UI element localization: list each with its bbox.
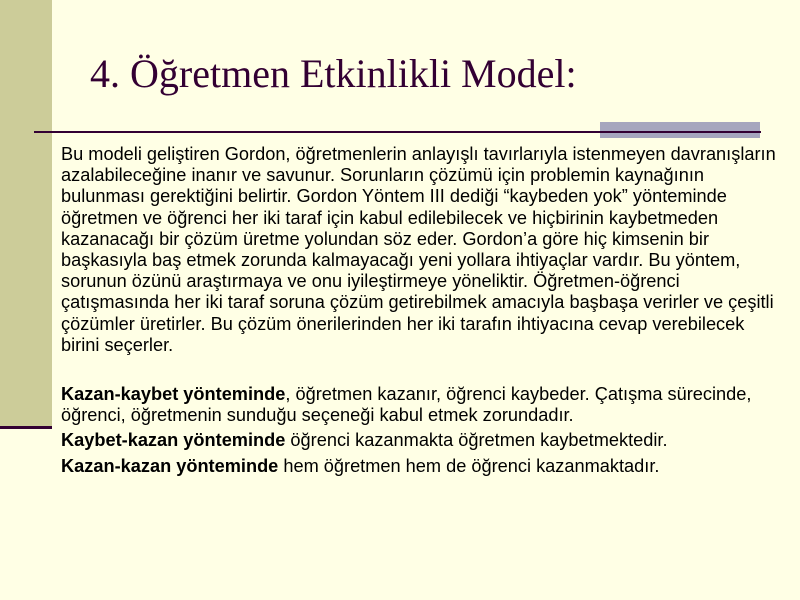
method-win-win [61,456,776,477]
left-bar-underline [0,426,52,429]
method-description: , öğretmen kazanır, öğrenci kaybeder. Çatışma sürecinde, öğrenci, öğretmenin sunduğu seçeneği kabul etmek zorundadır. [61,384,752,426]
intro-paragraph: Bu modeli geliştiren Gordon, öğretmenlerin anlayışlı tavırlarıyla istenmeyen davranışların azalabileceğine inanır ve savunur. Sorunların çözümü için problemin kaynağının bulunması gerektiğini belirtir. Gordon Yöntem III dediği “kaybeden yok” yönteminde öğretmen ve öğrenci her iki taraf için kabul edilebilecek ve hiçbirinin kaybetmeden kazanacağı bir çözüm üretme yolundan söz eder. Gordon’a göre hiç kimsenin bir başkasıyla baş etmek zorunda kalmayacağı yeni yollara ihtiyaçlar vardır. Bu yöntem, sorunun özünü araştırmaya ve onu iyileştirmeye yöneliktir. Öğretmen-öğrenci çatışmasında her iki taraf soruna çözüm getirebilmek amacıyla başbaşa verirler ve çeşitli çözümler üretirler. Bu çözüm önerilerinden her iki tarafın ihtiyacına cevap verebilecek birini seçerler. [61,144,776,355]
method-lose-win [61,430,776,451]
title-divider [34,131,761,133]
slide-body [61,144,776,481]
method-term: Kazan-kaybet yönteminde [61,384,286,405]
method-term: Kazan-kazan yönteminde [61,455,279,476]
method-win-lose [61,384,776,426]
method-term: Kaybet-kazan yönteminde [61,430,286,451]
slide-title: 4. Öğretmen Etkinlikli Model: [90,51,577,96]
title-accent-block [600,122,760,138]
method-description: öğrenci kazanmakta öğretmen kaybetmektedir. [285,430,668,451]
method-description: hem öğretmen hem de öğrenci kazanmaktadır. [278,455,660,476]
left-decorative-bar [0,0,52,428]
